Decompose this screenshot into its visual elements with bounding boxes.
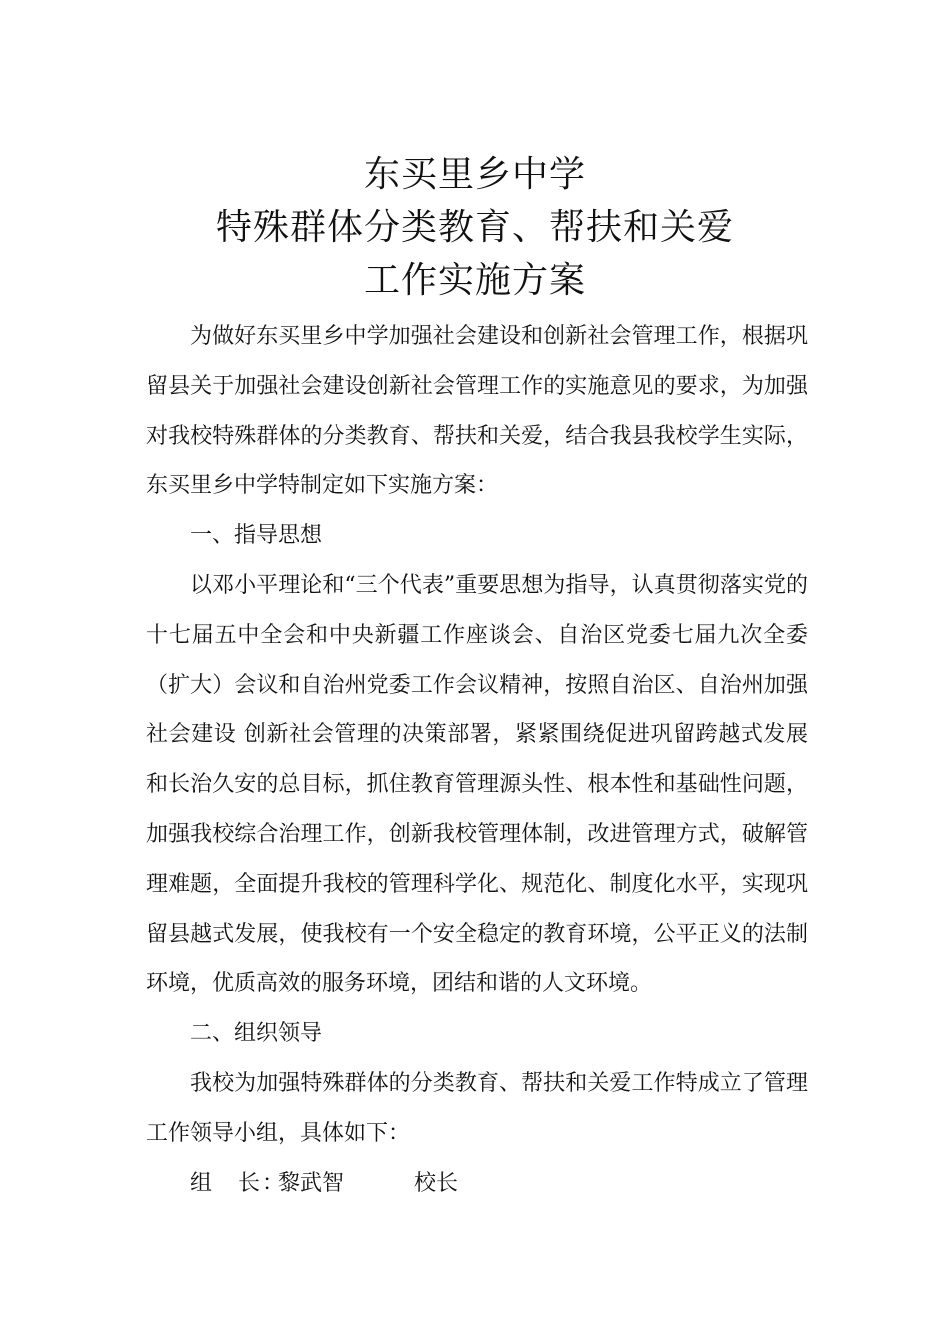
member-row [146,1159,808,1209]
title-line-plan: 工作实施方案 [363,260,586,301]
intro-paragraph: 为做好东买里乡中学加强社会建设和创新社会管理工作，根据巩留县关于加强社会建设创新社会管理工作的实施意见的要求，为加强对我校特殊群体的分类教育、帮扶和关爱，结合我县我校学生实际，东买里乡中学特制定如下实施方案： [146,324,808,499]
section-heading-organization: 二、组织领导 [190,1021,323,1047]
member-role: 组 长： [190,1170,287,1196]
member-name: 黎武智 [278,1170,345,1196]
title-line-school: 东买里乡中学 [363,154,586,195]
title-line-subject: 特殊群体分类教育、帮扶和关爱 [215,207,734,248]
document-body [146,312,808,1208]
organization-paragraph: 我校为加强特殊群体的分类教育、帮扶和关爱工作特成立了管理工作领导小组，具体如下： [146,1070,808,1146]
member-position: 校长 [414,1170,459,1196]
guiding-ideology-paragraph: 以邓小平理论和“三个代表”重要思想为指导，认真贯彻落实党的十七届五中全会和中央新疆工作座谈会、自治区党委七届九次全委（扩大）会议和自治州党委工作会议精神，按照自治区、自治州加强社会建设 创新社会管理的决策部署，紧紧围绕促进巩留跨越式发展和长治久安的总目标，抓住教育管理源头性、根本性和基础性问题，加强我校综合治理工作，创新我校管理体制，改进管理方式，破解管理难题，全面提升我校的管理科学化、规范化、制度化水平，实现巩留县越式发展，使我校有一个安全稳定的教育环境，公平正义的法制环境，优质高效的服务环境，团结和谐的人文环境。 [146,572,808,997]
document-title [0,148,950,307]
section-heading-guiding-ideology: 一、指导思想 [190,523,323,549]
